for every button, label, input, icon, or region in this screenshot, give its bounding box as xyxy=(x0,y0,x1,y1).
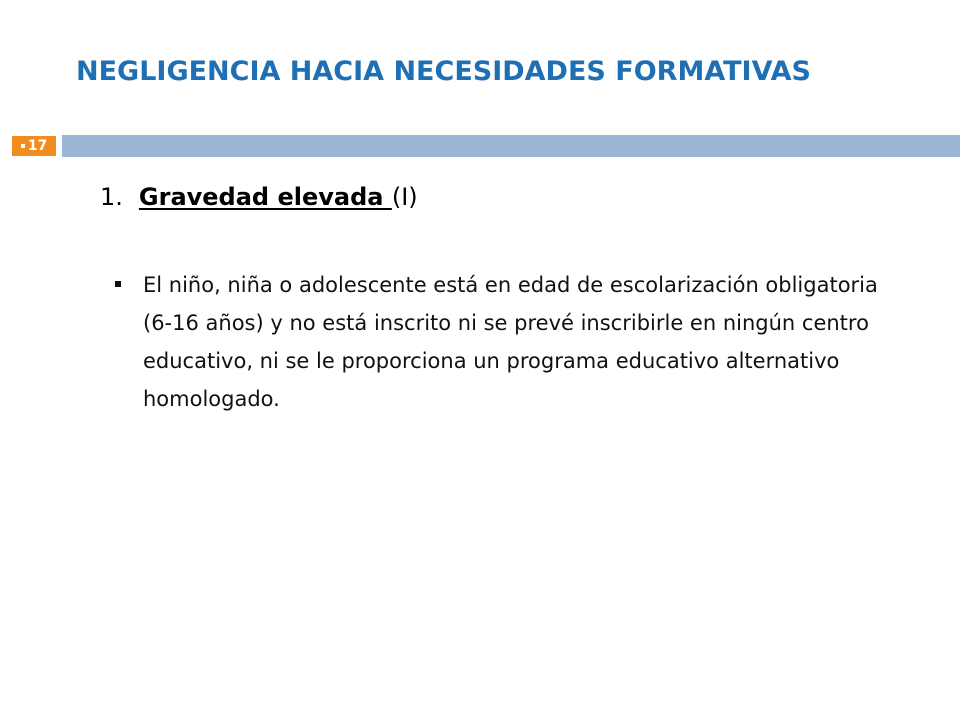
slide-number-badge xyxy=(12,136,56,156)
section-label-tail: (I) xyxy=(391,183,418,211)
section-label: Gravedad elevada xyxy=(138,183,392,211)
bullet-item xyxy=(143,266,913,418)
section-heading xyxy=(100,183,418,211)
title-divider-bar xyxy=(62,135,960,157)
section-number: 1. xyxy=(100,183,123,211)
slide-number-marker xyxy=(21,144,25,148)
bullet-list xyxy=(143,266,913,418)
square-bullet-icon xyxy=(115,281,121,287)
bullet-text: El niño, niña o adolescente está en edad de escolarización obligatoria (6-16 años) y no está inscrito ni se prevé inscribirle en ningún centro educativo, ni se le proporciona un programa educativo alternativo homologado. xyxy=(143,273,878,411)
slide-title: NEGLIGENCIA HACIA NECESIDADES FORMATIVAS xyxy=(76,56,811,87)
slide-number: 17 xyxy=(27,138,48,154)
